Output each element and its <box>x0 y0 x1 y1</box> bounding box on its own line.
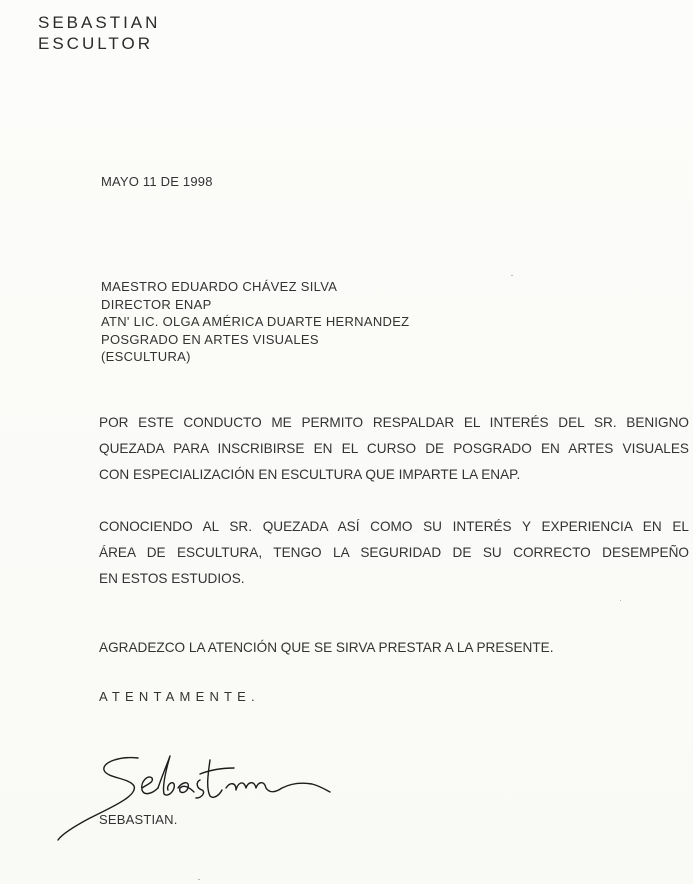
signer-name: SEBASTIAN. <box>99 812 178 827</box>
recipient-program: POSGRADO EN ARTES VISUALES <box>101 331 319 347</box>
paragraph-line: AGRADEZCO LA ATENCIÓN QUE SE SIRVA PRESTAR A LA PRESENTE. <box>99 640 554 655</box>
letterhead-name: SEBASTIAN <box>38 13 161 32</box>
paragraph-thanks <box>99 635 689 661</box>
closing-salutation: ATENTAMENTE. <box>99 689 260 704</box>
paper-speck <box>511 275 513 276</box>
letterhead-title: ESCULTOR <box>38 34 154 53</box>
handwritten-signature <box>50 748 350 848</box>
paragraph-line: POR ESTE CONDUCTO ME PERMITO RESPALDAR EL INTERÉS DEL SR. BENIGNO <box>99 415 689 430</box>
paragraph-line: CONOCIENDO AL SR. QUEZADA ASÍ COMO SU INTERÉS Y EXPERIENCIA EN EL <box>99 519 689 534</box>
recipient-specialty: (ESCULTURA) <box>101 349 191 364</box>
recipient-attention: ATN' LIC. OLGA AMÉRICA DUARTE HERNANDEZ <box>101 314 410 329</box>
paragraph-line: CON ESPECIALIZACIÓN EN ESCULTURA QUE IMPARTE LA ENAP. <box>99 467 521 482</box>
paragraph-line: ÁREA DE ESCULTURA, TENGO LA SEGURIDAD DE SU CORRECTO DESEMPEÑO <box>99 545 689 560</box>
paper-speck <box>620 600 621 601</box>
recipient-block <box>101 278 409 366</box>
letterhead <box>38 12 160 54</box>
paragraph-line: QUEZADA PARA INSCRIBIRSE EN EL CURSO DE POSGRADO EN ARTES VISUALES <box>99 441 689 456</box>
paragraph-support <box>99 410 689 488</box>
paragraph-knowledge <box>99 514 689 592</box>
paragraph-line: EN ESTOS ESTUDIOS. <box>99 571 245 586</box>
letter-date: MAYO 11 DE 1998 <box>101 174 213 189</box>
paper-speck <box>198 879 200 880</box>
recipient-name: MAESTRO EDUARDO CHÁVEZ SILVA <box>101 279 338 294</box>
recipient-position: DIRECTOR ENAP <box>101 296 212 312</box>
